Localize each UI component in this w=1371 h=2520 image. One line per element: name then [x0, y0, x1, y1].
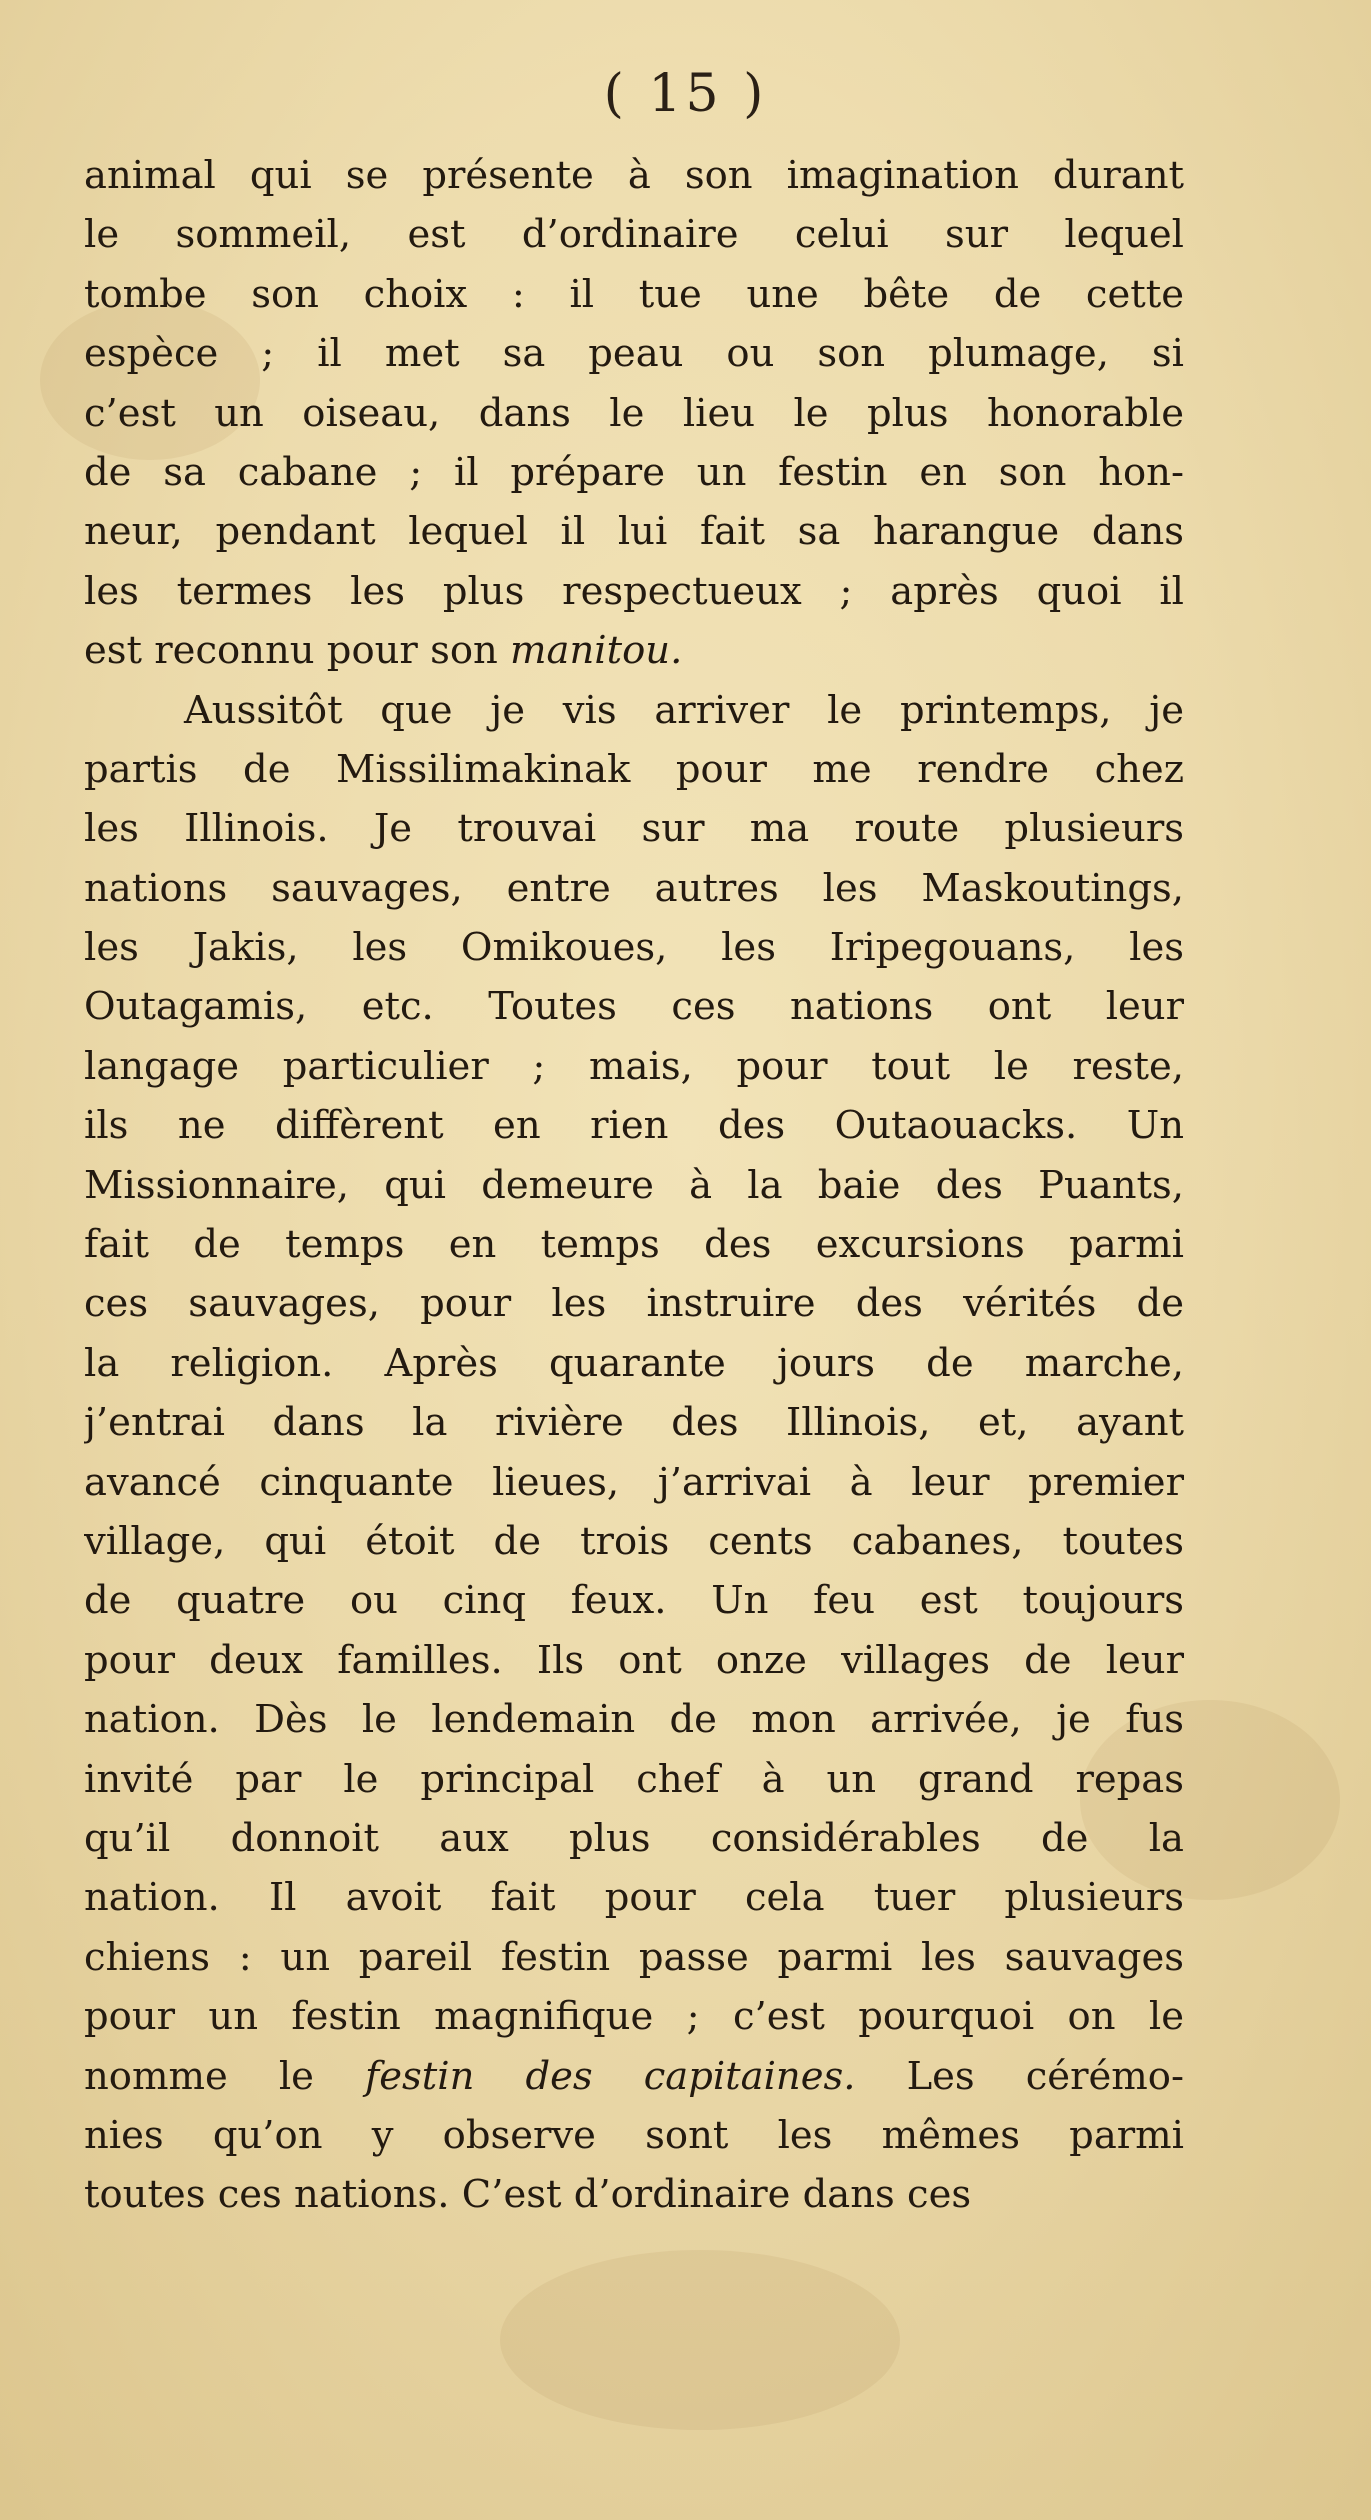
- italic-term: festin des capitaines.: [365, 2053, 856, 2099]
- text-line-content: avancé cinquante lieues, j’arrivai à leur premier: [84, 1459, 1184, 1505]
- text-line-content: est reconnu pour son manitou.: [84, 628, 683, 674]
- text-line: [84, 384, 1184, 443]
- text-line-content: Aussitôt que je vis arriver le printemps, je: [184, 687, 1184, 733]
- text-line: [84, 1096, 1184, 1155]
- text-line: [84, 1215, 1184, 1274]
- text-line-content: nations sauvages, entre autres les Maskoutings,: [84, 865, 1184, 911]
- text-line: [84, 1809, 1184, 1868]
- text-line: [84, 1631, 1184, 1690]
- text-line-content: c’est un oiseau, dans le lieu le plus honorable: [84, 390, 1184, 436]
- text-line: [84, 562, 1184, 621]
- paper-stain: [500, 2250, 900, 2430]
- text-line-content: la religion. Après quarante jours de marche,: [84, 1340, 1184, 1386]
- text-line: [84, 1928, 1184, 1987]
- text-line: [84, 621, 1184, 680]
- text-line: [84, 1690, 1184, 1749]
- text-line: [84, 681, 1184, 740]
- text-line-content: langage particulier ; mais, pour tout le reste,: [84, 1043, 1184, 1089]
- text-line-content: ils ne diffèrent en rien des Outaouacks. Un: [84, 1103, 1184, 1149]
- text-line-content: nation. Dès le lendemain de mon arrivée, je fus: [84, 1697, 1184, 1743]
- text-line: [84, 1156, 1184, 1215]
- text-line-content: pour un festin magnifique ; c’est pourquoi on le: [84, 1994, 1184, 2040]
- text-line-content: les Jakis, les Omikoues, les Iripegouans, les: [84, 925, 1184, 971]
- text-line: [84, 977, 1184, 1036]
- text-line-content: partis de Missilimakinak pour me rendre chez: [84, 746, 1184, 792]
- text-line-content: j’entrai dans la rivière des Illinois, et, ayant: [84, 1400, 1184, 1446]
- text-line-content: les Illinois. Je trouvai sur ma route plusieurs: [84, 806, 1184, 852]
- text-line: [84, 1987, 1184, 2046]
- text-line: [84, 2165, 1184, 2224]
- text-line-content: pour deux familles. Ils ont onze villages de leur: [84, 1637, 1184, 1683]
- text-line: [84, 1868, 1184, 1927]
- text-line: [84, 1750, 1184, 1809]
- text-line-content: de quatre ou cinq feux. Un feu est toujours: [84, 1578, 1184, 1624]
- text-line: [84, 2106, 1184, 2165]
- text-line: [84, 1512, 1184, 1571]
- text-line-content: chiens : un pareil festin passe parmi les sauvages: [84, 1934, 1184, 1980]
- text-line-content: espèce ; il met sa peau ou son plumage, si: [84, 331, 1184, 377]
- text-line-content: Outagamis, etc. Toutes ces nations ont leur: [84, 984, 1184, 1030]
- text-line-content: Missionnaire, qui demeure à la baie des Puants,: [84, 1162, 1184, 1208]
- text-line: [84, 1334, 1184, 1393]
- text-line-content: les termes les plus respectueux ; après quoi il: [84, 568, 1184, 614]
- text-line: [84, 918, 1184, 977]
- text-line: [84, 265, 1184, 324]
- text-line-content: village, qui étoit de trois cents cabanes, toutes: [84, 1518, 1184, 1564]
- text-line-content: nation. Il avoit fait pour cela tuer plusieurs: [84, 1875, 1184, 1921]
- text-line-content: fait de temps en temps des excursions parmi: [84, 1222, 1184, 1268]
- text-line-content: ces sauvages, pour les instruire des vérités de: [84, 1281, 1184, 1327]
- page-number: ( 15 ): [603, 64, 768, 124]
- text-line: [84, 146, 1184, 205]
- text-line: [84, 1393, 1184, 1452]
- text-line: [84, 2047, 1184, 2106]
- text-line-content: de sa cabane ; il prépare un festin en son hon-: [84, 449, 1184, 495]
- text-line: [84, 502, 1184, 561]
- text-line-content: invité par le principal chef à un grand repas: [84, 1756, 1184, 1802]
- text-line: [84, 1037, 1184, 1096]
- text-line-content: animal qui se présente à son imagination durant: [84, 153, 1184, 198]
- text-line-content: qu’il donnoit aux plus considérables de la: [84, 1815, 1184, 1861]
- text-line: [84, 799, 1184, 858]
- text-line-content: toutes ces nations. C’est d’ordinaire dans ces: [84, 2172, 972, 2218]
- text-line: [84, 1571, 1184, 1630]
- text-line-content: neur, pendant lequel il lui fait sa harangue dans: [84, 509, 1184, 555]
- text-line: [84, 1453, 1184, 1512]
- text-line-content: tombe son choix : il tue une bête de cette: [84, 271, 1184, 317]
- text-line: [84, 324, 1184, 383]
- text-line-content: nomme le festin des capitaines. Les cérémo-: [84, 2053, 1184, 2099]
- text-line-content: le sommeil, est d’ordinaire celui sur lequel: [84, 212, 1184, 258]
- italic-term: manitou.: [510, 628, 683, 674]
- text-line: [84, 859, 1184, 918]
- text-line-content: nies qu’on y observe sont les mêmes parmi: [84, 2112, 1184, 2158]
- text-line: [84, 740, 1184, 799]
- body-text: [84, 146, 1184, 2225]
- text-line: [84, 443, 1184, 502]
- text-line: [84, 1274, 1184, 1333]
- text-line: [84, 205, 1184, 264]
